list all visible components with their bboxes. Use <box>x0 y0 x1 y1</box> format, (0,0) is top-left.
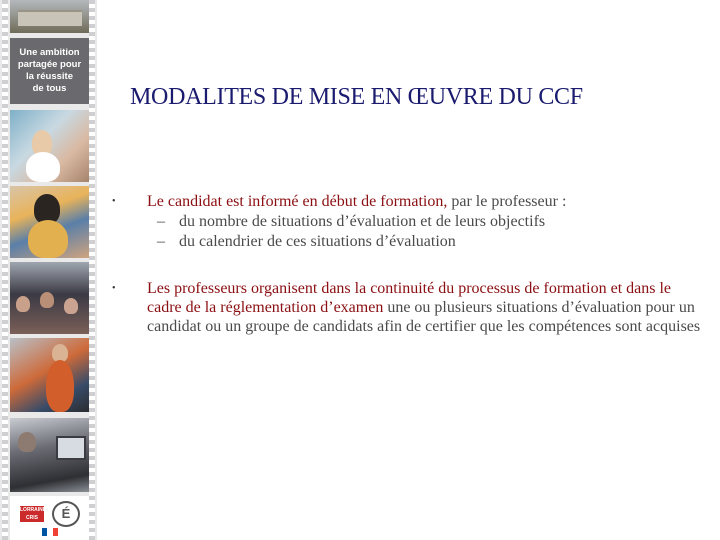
computer-lab-photo <box>10 418 89 492</box>
logo-text: LORRAINE <box>20 507 47 513</box>
banner-line: Une ambition <box>19 47 80 58</box>
sub-bullet-text: du nombre de situations d’évaluation et de leurs objectifs <box>179 213 546 230</box>
classroom-photo <box>10 110 89 182</box>
bullet-lead-text: Le candidat est informé en début de formation, <box>147 193 448 210</box>
sub-bullet-text: du calendrier de ces situations d’évaluation <box>179 233 456 250</box>
sub-bullet-marker: – <box>157 213 165 230</box>
ambition-banner <box>10 38 89 104</box>
bullet-item <box>112 279 702 336</box>
sub-bullet <box>147 232 702 252</box>
film-perforation-right <box>89 0 95 540</box>
bullet-item <box>112 192 702 252</box>
film-perforation-left <box>2 0 8 540</box>
teacher-photo <box>10 338 89 412</box>
bullet-marker: • <box>112 196 116 207</box>
bullet-list <box>112 192 702 336</box>
banner-line: partagée pour <box>17 59 82 70</box>
bullet-marker: • <box>112 283 116 294</box>
banner-line: la réussite <box>26 71 73 82</box>
sub-bullet <box>147 212 702 232</box>
slide-title: MODALITES DE MISE EN ŒUVRE DU CCF <box>130 84 583 110</box>
bullet-trailing-text: par le professeur : <box>447 193 567 210</box>
sub-bullet-marker: – <box>157 233 165 250</box>
logos-area <box>10 496 89 540</box>
photo-strip <box>0 0 97 540</box>
bullet-trailing-text: une ou plusieurs situations d’évaluation pour un candidat ou un groupe de candidats afin de certifier que les compétences sont acquises <box>147 299 701 335</box>
education-logo: É <box>52 501 80 527</box>
student-photo <box>10 186 89 258</box>
region-logo <box>20 506 47 522</box>
french-flag-icon <box>42 528 58 536</box>
banner-line: de tous <box>32 83 67 94</box>
bullet-lead-text: Les professeurs organisent dans la continuité du processus de formation et dans le cadre de la réglementation d’examen <box>147 280 672 316</box>
school-building-photo <box>10 0 89 33</box>
logo-text: CRIS <box>26 515 38 521</box>
assembly-photo <box>10 262 89 334</box>
